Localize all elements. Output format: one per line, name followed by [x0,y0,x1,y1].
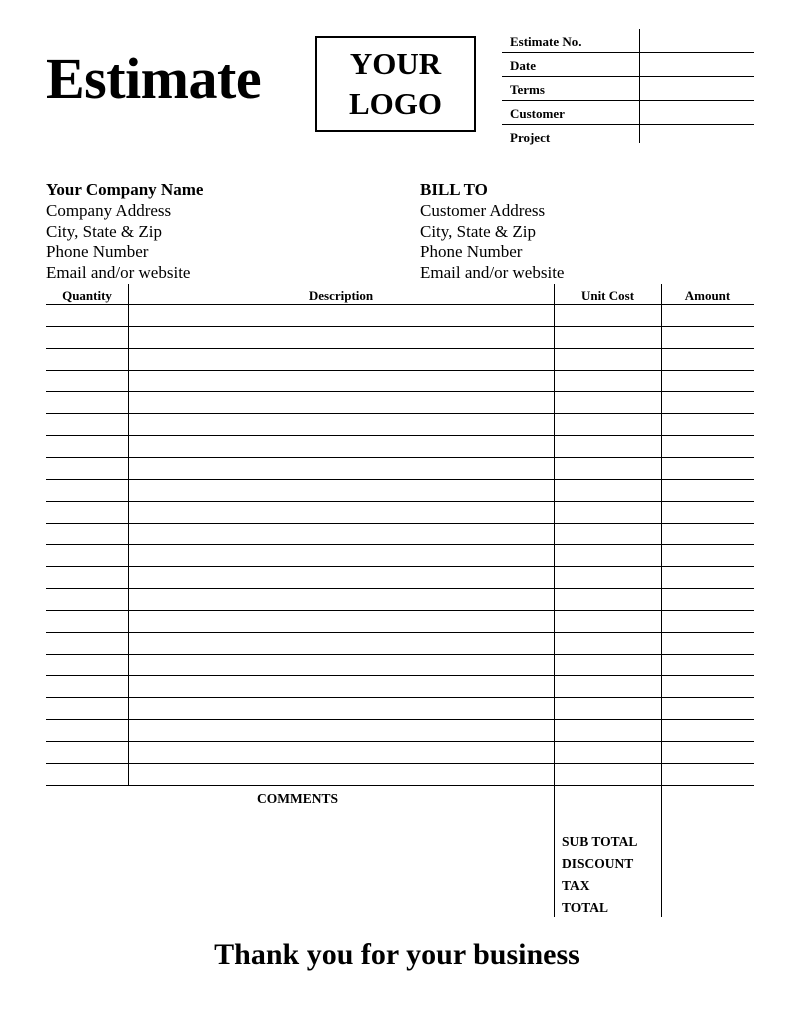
customer-email: Email and/or website [420,263,565,283]
table-row-rule [46,785,754,786]
unit-cost-column-divider [661,284,662,917]
table-row-rule [46,457,754,458]
meta-label: Customer [510,106,565,121]
thank-you-footer: Thank you for your business [214,938,580,971]
meta-row-date[interactable] [502,53,754,77]
meta-row-project[interactable] [502,125,754,148]
table-header-rule [46,304,754,305]
table-row-rule [46,741,754,742]
table-row-rule [46,370,754,371]
bill-to-heading: BILL TO [420,180,488,199]
company-email: Email and/or website [46,263,191,283]
table-row-rule [46,479,754,480]
table-row-rule [46,697,754,698]
description-column-divider [554,284,555,917]
logo-placeholder [315,36,476,132]
column-header-unit-cost: Unit Cost [580,288,635,303]
meta-divider [639,29,640,143]
customer-phone: Phone Number [420,242,523,262]
subtotal-label: SUB TOTAL [562,834,638,849]
quantity-column-divider [128,284,129,786]
column-header-amount: Amount [684,288,731,303]
table-row-rule [46,391,754,392]
meta-label: Estimate No. [510,34,582,49]
tax-label: TAX [562,878,590,893]
bill-to-info [420,180,564,284]
customer-address: Customer Address [420,200,546,220]
table-row-rule [46,523,754,524]
total-label: TOTAL [562,900,609,915]
table-row-rule [46,763,754,764]
meta-row-customer[interactable] [502,101,754,125]
customer-city: City, State & Zip [420,221,537,241]
company-city: City, State & Zip [46,221,163,241]
document-title: Estimate [46,46,262,111]
company-phone: Phone Number [46,242,149,262]
table-row-rule [46,544,754,545]
meta-label: Project [510,130,551,145]
company-address: Company Address [46,200,172,220]
table-row-rule [46,501,754,502]
meta-label: Terms [510,82,545,97]
table-row-rule [46,326,754,327]
logo-line-1: YOUR [349,46,442,81]
logo-line-2: LOGO [348,86,442,121]
table-row-rule [46,675,754,676]
meta-row-terms[interactable] [502,77,754,101]
table-row-rule [46,610,754,611]
table-row-rule [46,413,754,414]
estimate-meta-table [502,29,754,148]
table-row-rule [46,588,754,589]
table-row-rule [46,719,754,720]
table-row-rule [46,566,754,567]
company-name: Your Company Name [46,180,204,199]
table-row-rule [46,654,754,655]
meta-row-estimate-no[interactable] [502,29,754,53]
discount-label: DISCOUNT [562,856,634,871]
column-header-description: Description [308,288,374,303]
table-row-rule [46,348,754,349]
table-row-rule [46,435,754,436]
meta-label: Date [510,58,536,73]
column-header-quantity: Quantity [62,288,112,303]
comments-label: COMMENTS [257,791,338,806]
company-info [46,180,203,284]
table-row-rule [46,632,754,633]
